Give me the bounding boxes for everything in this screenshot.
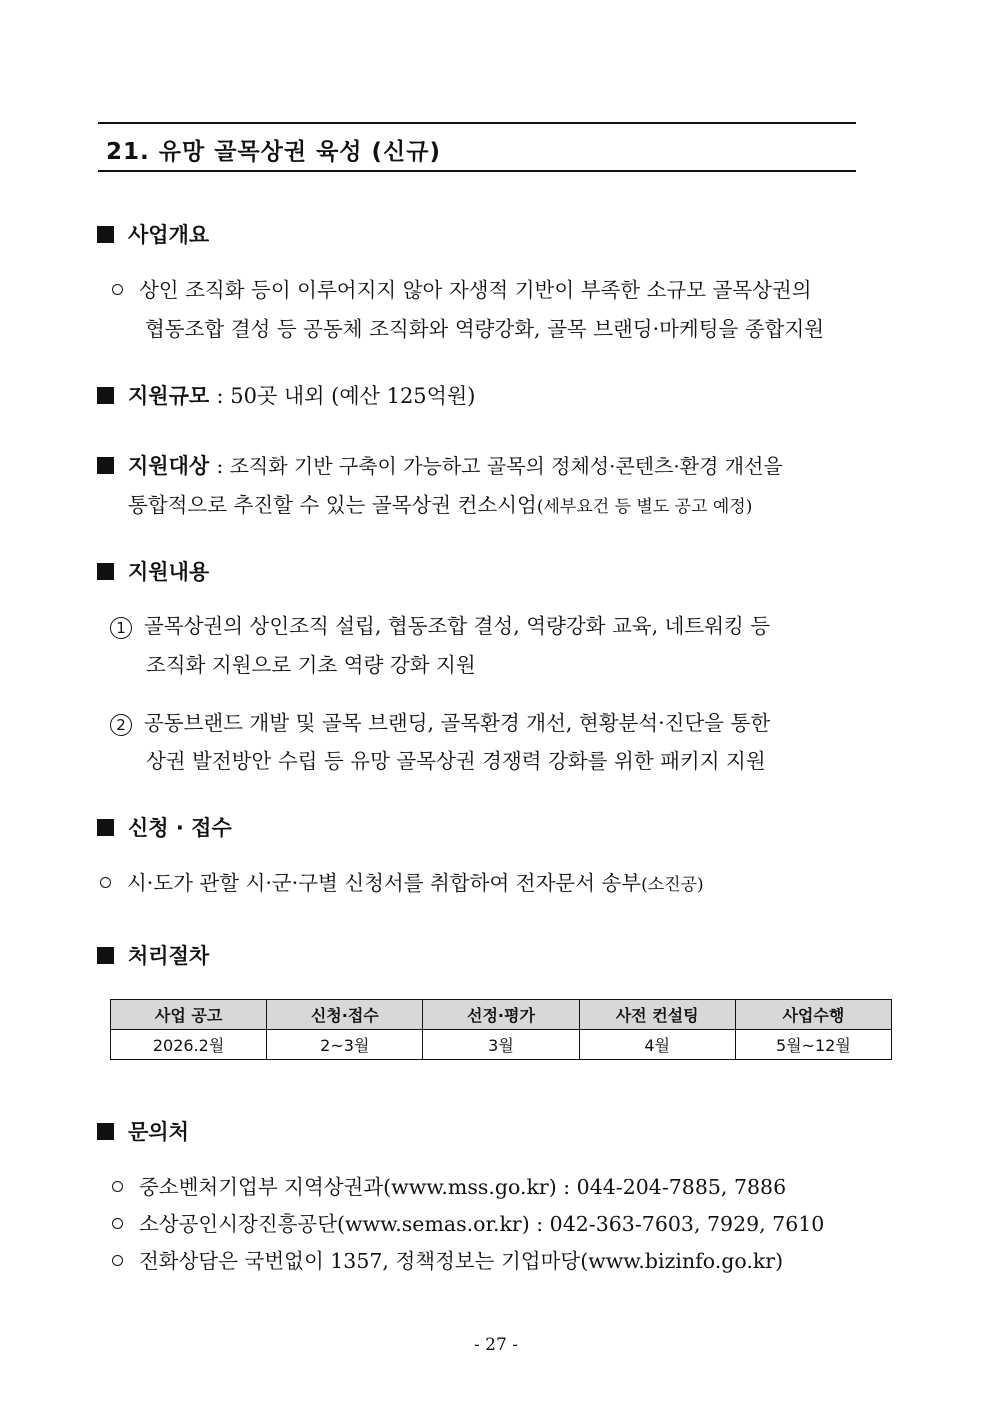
content-item-2-text: 공동브랜드 개발 및 골목 브랜딩, 골목환경 개선, 현황분석·진단을 통한: [144, 711, 771, 735]
circle-bullet-icon: [112, 1218, 123, 1229]
scale-text: : 50곳 내외 (예산 125억원): [216, 384, 476, 408]
circled-number-1: 1: [110, 617, 132, 639]
apply-line: [100, 866, 704, 896]
apply-note: (소진공): [641, 875, 704, 895]
square-bullet-icon: [97, 387, 114, 404]
contact-text-3: 전화상담은 국번없이 1357, 정책정보는 기업마당(www.bizinfo.go.kr): [139, 1249, 784, 1273]
square-bullet-icon: [97, 226, 114, 243]
target-note: (세부요건 등 별도 공고 예정): [536, 497, 753, 517]
content-item-2-line-1: [110, 706, 770, 736]
procedure-value-row: [111, 1030, 892, 1060]
procedure-heading: 처리절차: [128, 944, 210, 968]
title-box: [98, 122, 856, 172]
square-bullet-icon: [97, 563, 114, 580]
circle-bullet-icon: [100, 877, 111, 888]
page-title: 21. 유망 골목상권 육성 (신규): [106, 139, 441, 165]
square-bullet-icon: [97, 819, 114, 836]
circle-bullet-icon: [112, 1255, 123, 1266]
content-item-1-text: 골목상권의 상인조직 설립, 협동조합 결성, 역량강화 교육, 네트워킹 등: [144, 614, 771, 638]
contact-heading: 문의처: [128, 1120, 189, 1144]
apply-heading: 신청 · 접수: [128, 816, 232, 840]
contact-line-3: [112, 1244, 783, 1274]
scale-heading: 지원규모: [128, 384, 210, 408]
section-target: [97, 450, 783, 480]
procedure-value-cell: 4월: [579, 1030, 735, 1060]
content-item-1-line-1: [110, 609, 770, 639]
section-overview: [97, 219, 209, 249]
procedure-header-cell: 사전 컨설팅: [579, 1000, 735, 1030]
content-item-1-line-2: 조직화 지원으로 기초 역량 강화 지원: [146, 653, 476, 677]
page-number: - 27 -: [474, 1335, 518, 1355]
contact-line-1: [112, 1170, 786, 1200]
square-bullet-icon: [97, 457, 114, 474]
section-apply: [97, 812, 232, 842]
procedure-value-cell: 3월: [423, 1030, 579, 1060]
procedure-value-cell: 2026.2월: [111, 1030, 267, 1060]
procedure-header-cell: 사업수행: [735, 1000, 891, 1030]
circle-bullet-icon: [112, 1181, 123, 1192]
overview-line-1: [112, 273, 812, 303]
procedure-header-row: [111, 1000, 892, 1030]
target-heading: 지원대상: [128, 454, 210, 478]
apply-text: 시·도가 관할 시·군·구별 신청서를 취합하여 전자문서 송부: [127, 871, 642, 895]
procedure-header-cell: 사업 공고: [111, 1000, 267, 1030]
target-text-2: 통합적으로 추진할 수 있는 골목상권 컨소시엄: [128, 493, 537, 517]
procedure-header-cell: 신청·접수: [267, 1000, 423, 1030]
overview-line-2: 협동조합 결성 등 공동체 조직화와 역량강화, 골목 브랜딩·마케팅을 종합지원: [145, 317, 825, 341]
procedure-value-cell: 5월~12월: [735, 1030, 891, 1060]
section-contact: [97, 1116, 189, 1146]
section-content: [97, 556, 209, 586]
procedure-value-cell: 2~3월: [267, 1030, 423, 1060]
square-bullet-icon: [97, 947, 114, 964]
contact-text-1: 중소벤처기업부 지역상권과(www.mss.go.kr) : 044-204-7885, 7886: [139, 1175, 787, 1199]
section-procedure: [97, 940, 209, 970]
procedure-header-cell: 선정·평가: [423, 1000, 579, 1030]
overview-heading: 사업개요: [128, 223, 210, 247]
content-heading: 지원내용: [128, 560, 210, 584]
target-line-2: [128, 488, 752, 518]
section-scale: [97, 380, 475, 410]
procedure-table: [110, 999, 892, 1060]
circled-number-2: 2: [110, 714, 132, 736]
circle-bullet-icon: [112, 284, 123, 295]
content-item-2-line-2: 상권 발전방안 수립 등 유망 골목상권 경쟁력 강화를 위한 패키지 지원: [146, 749, 766, 773]
overview-text-1: 상인 조직화 등이 이루어지지 않아 자생적 기반이 부족한 소규모 골목상권의: [139, 278, 812, 302]
target-text-1: : 조직화 기반 구축이 가능하고 골목의 정체성·콘텐츠·환경 개선을: [216, 454, 783, 478]
contact-line-2: [112, 1207, 824, 1237]
contact-text-2: 소상공인시장진흥공단(www.semas.or.kr) : 042-363-7603, 7929, 7610: [139, 1212, 825, 1236]
square-bullet-icon: [97, 1123, 114, 1140]
